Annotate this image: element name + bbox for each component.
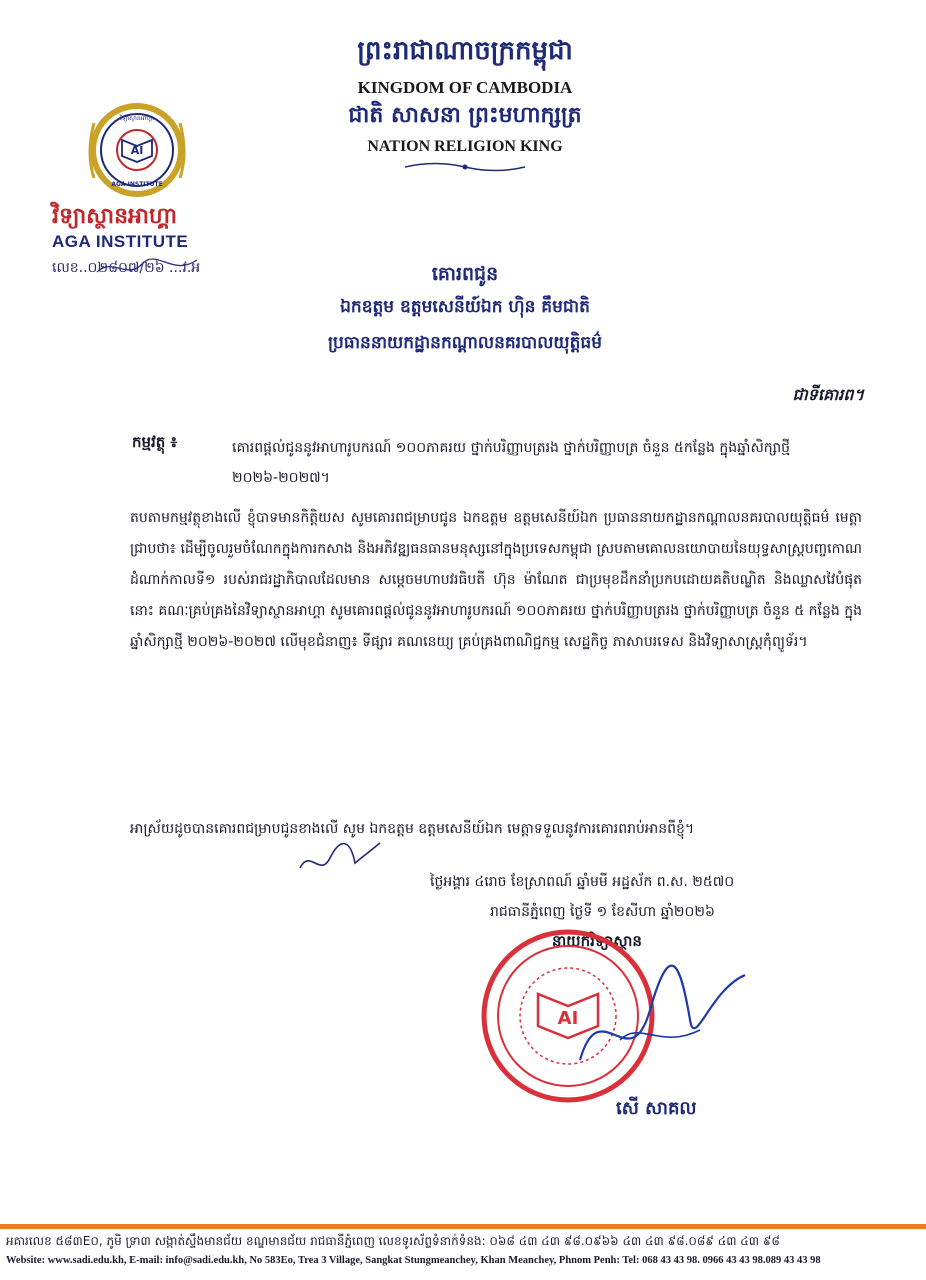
director-name: សើ សាគល [616, 1098, 697, 1119]
handwritten-ref-signature-icon [92, 252, 202, 284]
kingdom-kh: ព្រះរាជាណាចក្រកម្ពុជា [357, 36, 573, 66]
body-paragraph-1: តបតាមកម្មវត្ថុខាងលើ ខ្ញុំបាទមានកិត្តិយស សូមគោរពជម្រាបជូន ឯកឧត្តម ឧត្តមសេនីយ៍ឯក ប្រធាននាយកដ្ឋានកណ្តាលនគរបាលយុត្តិធម៌ មេត្តាជ្រាបថា៖ ដើម្បីចូលរួមចំណែកក្នុងការកសាង និងអភិវឌ្ឍធនធានមនុស្សនៅក្នុងប្រទេសកម្ពុជា ស្របតាមគោលនយោបាយនៃយុទ្ធសាស្ត្របញ្ចកោណដំណាក់កាលទី១ របស់រាជរដ្ឋាភិបាលដែលមាន សម្តេចមហាបវរធិបតី ហ៊ុន ម៉ាណែត ជាប្រមុខដឹកនាំប្រកបដោយគតិបណ្ឌិត និងឈ្លាសវៃបំផុតនោះ គណៈគ្រប់គ្រងនៃវិទ្យាស្ថានអាហ្គា សូមគោរពផ្តល់ជូននូវអាហារូបករណ៍ ១០០ភាគរយ ថ្នាក់បរិញ្ញាបត្ររង ថ្នាក់បរិញ្ញាបត្រ ចំនួន ៥ កន្លែង ក្នុងឆ្នាំសិក្សាថ្មី ២០២៦-២០២៧ លើមុខជំនាញ៖ ទីផ្សារ គណនេយ្យ គ្រប់គ្រងពាណិជ្ជកម្ម សេដ្ឋកិច្ច ភាសាបរទេស និងវិទ្យាសាស្ត្រកុំព្យូទ័រ។ [130, 510, 862, 650]
director-title: នាយកវិទ្យាស្ថាន [552, 932, 642, 950]
recipient-label: គោរពជូន [431, 263, 499, 285]
director-signature-icon [557, 950, 760, 1090]
motto-kh: ជាតិ សាសនា ព្រះមហាក្សត្រ [348, 103, 582, 128]
ornament-divider-icon [400, 160, 530, 174]
logo-text-top: វិទ្យាស្ថានអាហ្គា [119, 115, 155, 122]
motto-en: NATION RELIGION KING [367, 138, 563, 155]
salutation: ជាទីគោរព។ [792, 385, 864, 404]
logo-text-bottom: AGA INSTITUTE [111, 181, 163, 188]
subject-label: កម្មវត្ថុ ៖ [132, 433, 178, 451]
logo-mark: AI [130, 144, 144, 157]
body-paragraph-2: អាស្រ័យដូចបានគោរពជម្រាបជូនខាងលើ សូម ឯកឧត្តម ឧត្តមសេនីយ៍ឯក មេត្តាទទួលនូវការគោរពរាប់អានពីខ្ញុំ។ [130, 821, 695, 837]
kingdom-en: KINGDOM OF CAMBODIA [357, 78, 573, 97]
footer-contact-en: Website: www.sadi.edu.kh, E-mail: info@sadi.edu.kh, No 583Eo, Trea 3 Village, Sangkat Stungmeanchey, Khan Meanchey, Phnom Penh: Tel: 068 43 43 98. 0966 43 43 98.089 43 43 98 [6, 1255, 821, 1266]
footer-divider [0, 1224, 926, 1229]
reference-number: លេខ..០២៨០៧/២៦ ...វ.អ [52, 260, 201, 276]
seal-mark: AI [557, 1008, 579, 1029]
initial-signature-icon [295, 828, 385, 888]
recipient-name: ឯកឧត្តម ឧត្តមសេនីយ៍ឯក ហ៊ិន គឹមជាតិ [340, 297, 590, 317]
institute-logo [78, 98, 196, 208]
footer-address-kh: អគារលេខ ៥៨៣E០, ភូមិ ទ្រា៣ សង្កាត់ស្ទឹងមានជ័យ ខណ្ឌមានជ័យ រាជធានីភ្នំពេញ លេខទូរស័ព្ទទំនាក់ទំនង: ០៦៨ ៤៣ ៤៣ ៩៨.០៩៦៦ ៤៣ ៤៣ ៩៨.០៨៩ ៤៣ ៤៣ ៩៨ [6, 1234, 780, 1248]
institute-name-kh: វិទ្យាស្ថានអាហ្គា [52, 204, 177, 229]
lunar-date: ថ្ងៃអង្គារ ៤រោច ខែស្រាពណ៍ ឆ្នាំមមី អដ្ឋស័ក ព.ស. ២៥៧០ [430, 874, 735, 890]
solar-date: រាជធានីភ្នំពេញ ថ្ងៃទី ១ ខែសីហា ឆ្នាំ២០២៦ [490, 904, 715, 920]
recipient-title: ប្រធាននាយកដ្ឋានកណ្តាលនគរបាលយុត្តិធម៌ [327, 333, 602, 353]
institute-name-en: AGA INSTITUTE [52, 232, 189, 251]
subject-text: គោរពផ្តល់ជូននូវអាហារូបករណ៍ ១០០ភាគរយ ថ្នាក់បរិញ្ញាបត្ររង ថ្នាក់បរិញ្ញាបត្រ ចំនួន ៥កន្លែង ក្នុងឆ្នាំសិក្សាថ្មី ២០២៦-២០២៧។ [232, 440, 790, 486]
